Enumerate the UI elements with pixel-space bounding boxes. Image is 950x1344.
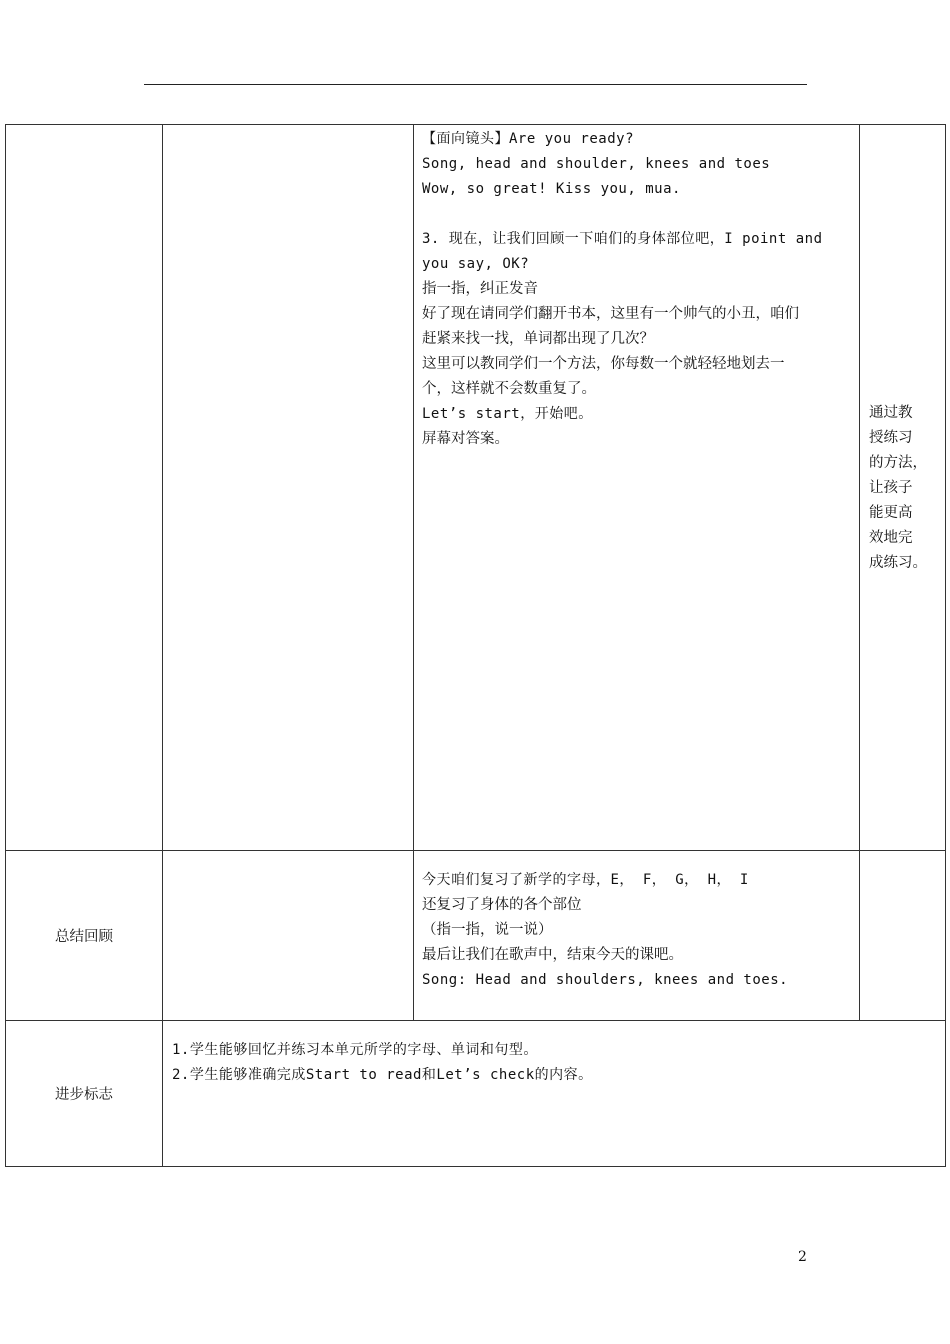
stage-cell — [6, 125, 163, 851]
note-line: 效地完 — [869, 530, 913, 546]
text-line: 指一指，纠正发音 — [422, 281, 538, 297]
student-activity-cell — [163, 851, 414, 1021]
lesson-plan-table — [5, 124, 946, 1167]
text-line: 赶紧来找一找，单词都出现了几次？ — [422, 331, 654, 347]
text-line: 最后让我们在歌声中，结束今天的课吧。 — [422, 947, 683, 963]
note-line: 让孩子 — [869, 480, 913, 496]
progress-label: 进步标志 — [6, 1021, 163, 1167]
progress-goals-cell — [163, 1021, 946, 1167]
text-line: 屏幕对答案。 — [422, 431, 509, 447]
text-line: Song, head and shoulder, knees and toes — [422, 156, 771, 172]
text-line: Song: Head and shoulders, knees and toes. — [422, 972, 789, 988]
note-line: 授练习 — [869, 430, 913, 446]
design-intent-cell — [860, 851, 946, 1021]
text-line: 【面向镜头】Are you ready? — [422, 131, 635, 147]
text-line: Let’s start，开始吧。 — [422, 406, 593, 422]
text-line: 好了现在请同学们翻开书本，这里有一个帅气的小丑，咱们 — [422, 306, 799, 322]
student-activity-cell — [163, 125, 414, 851]
text-line: 还复习了身体的各个部位 — [422, 897, 582, 913]
header-rule — [144, 84, 807, 85]
summary-label: 总结回顾 — [6, 851, 163, 1021]
goal-line: 1.学生能够回忆并练习本单元所学的字母、单词和句型。 — [172, 1042, 538, 1058]
text-line: 3. 现在，让我们回顾一下咱们的身体部位吧，I point and — [422, 231, 823, 247]
design-intent-cell — [860, 125, 946, 851]
note-line: 成练习。 — [869, 555, 927, 571]
summary-row — [6, 851, 946, 1021]
goal-line: 2.学生能够准确完成Start to read和Let’s check的内容。 — [172, 1067, 593, 1083]
progress-row — [6, 1021, 946, 1167]
note-line: 通过教 — [869, 405, 913, 421]
text-line: 这里可以教同学们一个方法，你每数一个就轻轻地划去一 — [422, 356, 785, 372]
teacher-activity-cell — [414, 125, 860, 851]
blank-line — [422, 202, 855, 227]
activity-row — [6, 125, 946, 851]
text-line: Wow, so great! Kiss you, mua. — [422, 181, 681, 197]
teacher-activity-cell — [414, 851, 860, 1021]
note-line: 的方法， — [869, 455, 927, 471]
page-number: 2 — [798, 1249, 807, 1265]
text-line: you say, OK? — [422, 256, 530, 272]
note-line: 能更高 — [869, 505, 913, 521]
text-line: 个，这样就不会数重复了。 — [422, 381, 596, 397]
text-line: 今天咱们复习了新学的字母，E， F， G， H， I — [422, 872, 749, 888]
text-line: （指一指，说一说） — [422, 922, 553, 938]
